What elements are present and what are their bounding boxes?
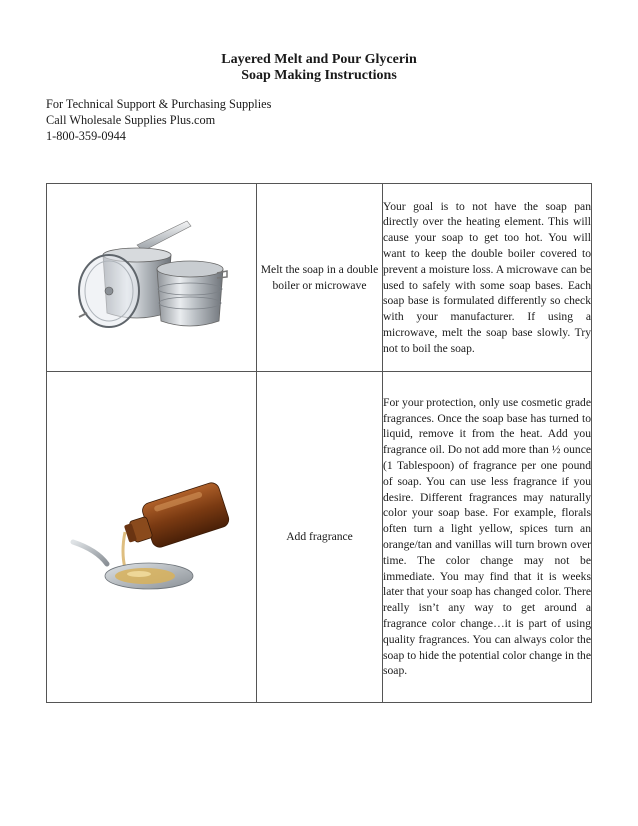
step-label-melt: Melt the soap in a double boiler or microwave (260, 263, 379, 292)
step-image-cell (47, 372, 257, 703)
instructions-table (46, 183, 592, 703)
pots-illustration (67, 213, 237, 343)
step-description-cell (383, 372, 592, 703)
double-boiler-image (47, 213, 256, 343)
title-line-1: Layered Melt and Pour Glycerin (221, 52, 417, 67)
document-title (0, 52, 638, 84)
contact-line-support: For Technical Support & Purchasing Supplies (46, 97, 272, 111)
step-description-melt: Your goal is to not have the soap pan directly over the heating element. This will cause your soap to get too hot. You will want to keep the double boiler covered to prevent a moisture loss. A microwave can be used to safely with some soap bases. Each soap base is formulated differently so check with your manufacturer. If using a microwave, melt the soap base slowly. Try not to boil the soap. (383, 199, 591, 355)
step-label-cell (257, 372, 383, 703)
contact-line-phone: 1-800-359-0944 (46, 129, 126, 143)
title-line-2: Soap Making Instructions (241, 68, 397, 83)
step-image-cell (47, 184, 257, 372)
step-label-fragrance: Add fragrance (286, 530, 353, 544)
step-description-cell (383, 184, 592, 372)
contact-info (46, 96, 271, 144)
fragrance-illustration (67, 472, 237, 602)
contact-line-company: Call Wholesale Supplies Plus.com (46, 113, 216, 127)
table-row (47, 184, 592, 372)
fragrance-image (47, 472, 256, 602)
step-description-fragrance: For your protection, only use cosmetic grade fragrances. Once the soap base has turned to liquid, remove it from the heat. Add you fragrance oil. Do not add more than ½ ounce (1 Tablespoon) of fragrance per one pound of soap. You can use less fragrance if you desire. Different fragrances may naturally color your soap base. For example, florals often turn a light yellow, spices turn an orange/tan and vanillas will turn brown over time. The color change may not be immediate. You may find that it is weeks later that your soap has changed color. There really isn’t any way to get around a fragrance color change…it is part of using quality fragrances. You can always color the soap to hide the potential color change in the soap. (383, 395, 591, 678)
table-row (47, 372, 592, 703)
step-label-cell (257, 184, 383, 372)
